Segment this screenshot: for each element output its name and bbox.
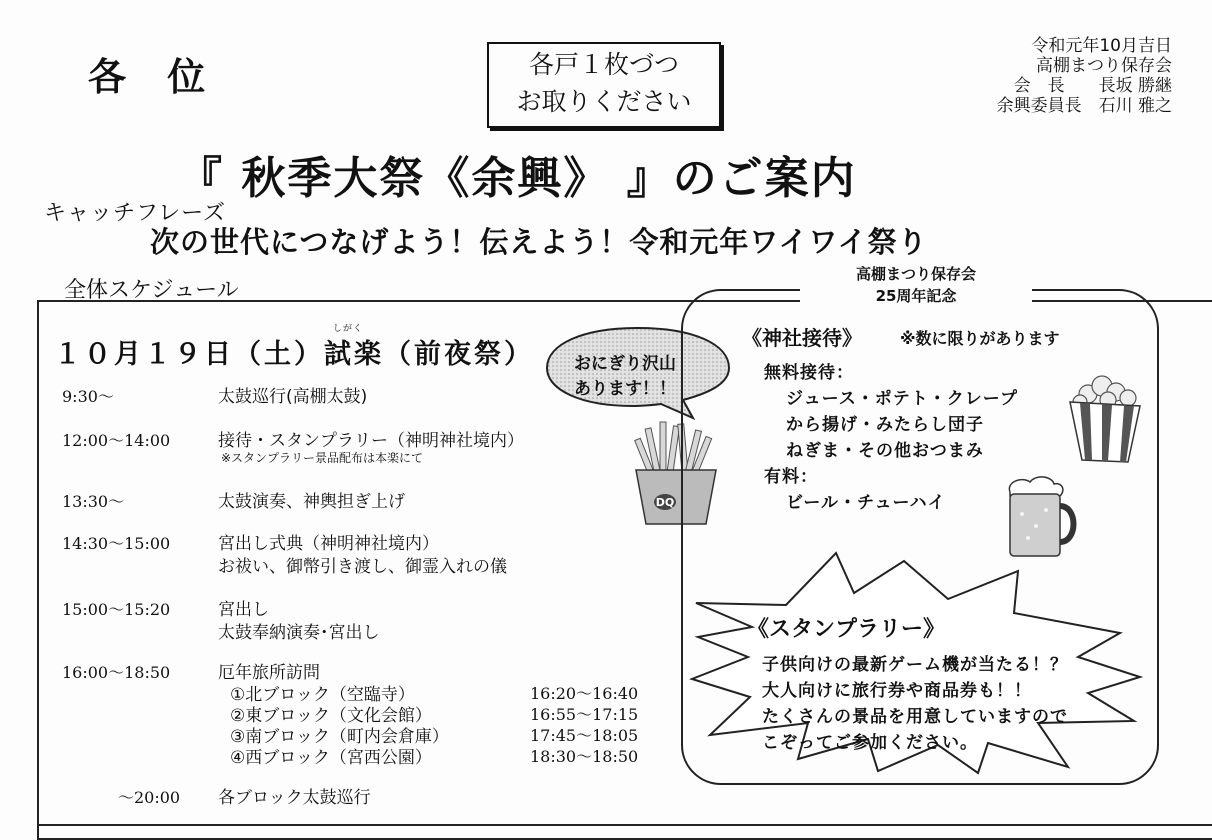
catchphrase-text: 次の世代につなげよう！伝えよう！令和元年ワイワイ祭り [150,225,928,259]
day-heading-ruby: しがく [333,324,364,334]
anniversary-caption-org: 高棚まつり保存会 [855,265,976,283]
block-visit-name: ③南ブロック（町内会倉庫） [230,727,449,747]
stamp-rally-title: 《スタンプラリー》 [747,617,946,642]
issue-date: 令和元年10月吉日 [1031,36,1172,56]
anniversary-caption-years: 25周年記念 [875,287,957,305]
schedule-sub: 太鼓奉納演奏･宮出し [218,623,380,643]
issuer-org: 高棚まつり保存会 [1036,56,1172,76]
day-heading: １０月１９日（土）試楽（前夜祭） [54,339,534,370]
schedule-time: 16:00～18:50 [62,663,171,682]
issuer-chair: 会 長 長坂 勝継 [1013,76,1172,96]
paid-items: ビール・チューハイ [786,493,946,513]
schedule-time: ～20:00 [118,788,181,807]
schedule-time: 9:30～ [62,387,114,406]
bubble-line-2: あります！！ [574,379,676,399]
schedule-event: 宮出し [218,600,269,620]
notice-line-1: 各戸１枚づつ [528,50,679,79]
schedule-event: 厄年旅所訪問 [218,663,320,683]
addressee: 各 位 [88,55,220,99]
schedule-time: 15:00～15:20 [62,600,171,619]
block-visit-name: ④西ブロック（宮西公園） [230,748,432,768]
block-visit-time: 17:45～18:05 [530,726,639,745]
schedule-event: 各ブロック太鼓巡行 [218,788,371,808]
popcorn-icon [1058,372,1154,464]
paid-label: 有料： [764,467,818,487]
stamp-rally-line: たくさんの景品を用意していますので [762,707,1068,727]
bubble-line-1: おにぎり沢山 [574,354,676,374]
schedule-bottom-rule [37,824,1212,826]
schedule-time: 13:30～ [62,492,125,511]
block-visit-name: ①北ブロック（空臨寺） [230,685,415,705]
block-visit-time: 18:30～18:50 [530,747,639,766]
schedule-time: 14:30～15:00 [62,534,171,553]
block-visit-time: 16:20～16:40 [530,684,639,703]
fries-logo: DQ [655,496,675,509]
schedule-note: ※スタンプラリー景品配布は本楽にて [221,451,424,465]
block-visit-time: 16:55～17:15 [530,705,639,724]
catchphrase-label: キャッチフレーズ [44,201,227,226]
shrine-reception-title: 《神社接待》 [742,326,862,350]
free-item: ねぎま・その他おつまみ [786,441,984,461]
shrine-reception-note: ※数に限りがあります [900,329,1060,348]
anniversary-caption [800,263,1032,307]
issuer-block [997,36,1172,116]
issuer-committee: 余興委員長 石川 雅之 [996,96,1172,116]
stamp-rally-line: 子供向けの最新ゲーム機が当たる！？ [762,655,1068,675]
schedule-event: 太鼓巡行(高棚太鼓) [218,387,368,407]
notice-line-2: お取りください [516,87,692,116]
schedule-time: 12:00～14:00 [62,431,171,450]
schedule-sub: お祓い、御幣引き渡し、御霊入れの儀 [218,557,507,577]
free-item: から揚げ・みたらし団子 [786,415,984,435]
free-label: 無料接待： [764,363,854,383]
block-visit-name: ②東ブロック（文化会館） [230,706,432,726]
schedule-event: 宮出し式典（神明神社境内） [218,534,439,554]
free-item: ジュース・ポテト・クレープ [786,389,1018,409]
distribution-notice [487,42,721,128]
page-title: 『 秋季大祭《余興》 』のご案内 [178,153,857,204]
schedule-event: 太鼓演奏、神輿担ぎ上げ [218,492,405,512]
schedule-event: 接待・スタンプラリー（神明神社境内） [218,431,524,451]
stamp-rally-line: 大人向けに旅行券や商品券も！！ [762,681,1032,701]
schedule-label: 全体スケジュール [64,278,239,303]
stamp-rally-line: こぞってご参加ください。 [762,733,978,753]
